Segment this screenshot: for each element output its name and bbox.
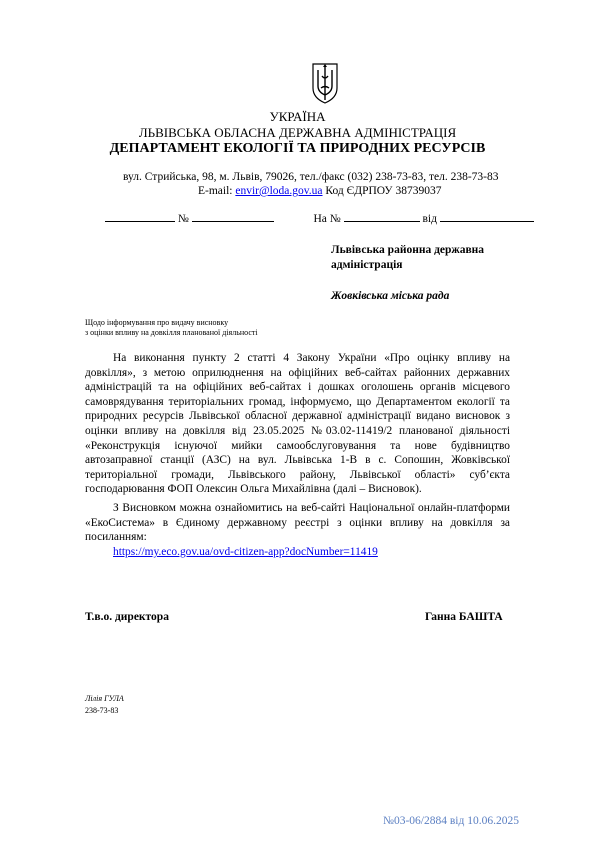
- paragraph-1-line: територіальної громади, Львівського району, Львівської області» суб’єкта: [85, 468, 510, 481]
- reference-line: [105, 210, 534, 226]
- country-title: УКРАЇНА: [269, 109, 326, 124]
- department-title: ДЕПАРТАМЕНТ ЕКОЛОГІЇ ТА ПРИРОДНИХ РЕСУРСІВ: [109, 141, 486, 156]
- number-sign: №: [177, 213, 189, 225]
- paragraph-2-line: З Висновком можна ознайомитись на веб-сайті Національної онлайн-платформи: [113, 502, 510, 514]
- incoming-date-field: [440, 210, 534, 222]
- recipient-1-line-2: адміністрація: [331, 259, 403, 271]
- paragraph-1-line: природних ресурсів Львівської обласної державної адміністрації видано висновок з: [85, 410, 510, 423]
- body-paragraph-2: [85, 501, 510, 545]
- registration-number: №03-06/2884 від 10.06.2025: [383, 815, 519, 827]
- email-label: E-mail:: [198, 185, 236, 197]
- contacts-line: [198, 185, 441, 198]
- body-paragraph-1: [85, 351, 510, 497]
- paragraph-1-line: адміністрацій та на офіційних веб-сайтах і дошках оголошень органів місцевого: [85, 381, 510, 394]
- paragraph-1-line: автозаправної станції (АЗС) на вул. Львівська 1-В в с. Сопошин, Жовківської: [85, 454, 510, 467]
- recipient-2: Жовківська міська рада: [331, 290, 450, 302]
- edrpou-code: Код ЄДРПОУ 38739037: [322, 185, 442, 197]
- address-line: вул. Стрийська, 98, м. Львів, 79026, тел./факс (032) 238-73-83, тел. 238-73-83: [123, 171, 499, 183]
- outgoing-date-field: [105, 210, 175, 222]
- paragraph-1-line: довкілля», з метою оприлюднення на офіційних веб-сайтах районних державних: [85, 366, 510, 379]
- on-number-label: На №: [313, 213, 341, 225]
- paragraph-1-line: господарювання ФОП Олексин Ольга Михайлівна (далі – Висновок).: [85, 483, 422, 496]
- paragraph-1-line: оцінки впливу на довкілля від 23.05.2025 №03.02-11419/2 планованої діяльності: [85, 424, 510, 437]
- subject-line-1: Щодо інформування про видачу висновку: [85, 318, 229, 327]
- incoming-number-field: [344, 210, 420, 222]
- eco-system-link[interactable]: https://my.eco.gov.ua/ovd-citizen-app?docNumber=11419: [113, 546, 378, 558]
- administration-title: ЛЬВІВСЬКА ОБЛАСНА ДЕРЖАВНА АДМІНІСТРАЦІЯ: [138, 125, 457, 140]
- signatory-position: Т.в.о. директора: [85, 611, 169, 623]
- recipient-1-line-1: Львівська районна державна: [331, 244, 485, 256]
- coat-of-arms-icon: [312, 62, 338, 104]
- paragraph-2-line: посиланням:: [85, 531, 147, 544]
- outgoing-number-field: [192, 210, 274, 222]
- paragraph-1-line: На виконання пункту 2 статті 4 Закону України «Про оцінку впливу на: [113, 352, 510, 364]
- paragraph-1-line: самоврядування територіальних громад, інформуємо, що Департаментом екології та: [85, 395, 510, 408]
- subject-line-2: з оцінки впливу на довкілля планованої діяльності: [85, 328, 258, 337]
- executor-phone: 238-73-83: [85, 706, 119, 715]
- signatory-name: Ганна БАШТА: [425, 611, 503, 623]
- email-link[interactable]: envir@loda.gov.ua: [235, 185, 323, 197]
- paragraph-2-line: «ЕкоСистема» в Єдиному державному реєстрі з оцінки впливу на довкілля за: [85, 516, 510, 529]
- paragraph-1-line: «Реконструкція існуючої мийки самообслуговування та нове будівництво: [85, 439, 510, 452]
- date-word: від: [422, 213, 437, 225]
- executor-name: Лілія ГУЛА: [85, 694, 124, 703]
